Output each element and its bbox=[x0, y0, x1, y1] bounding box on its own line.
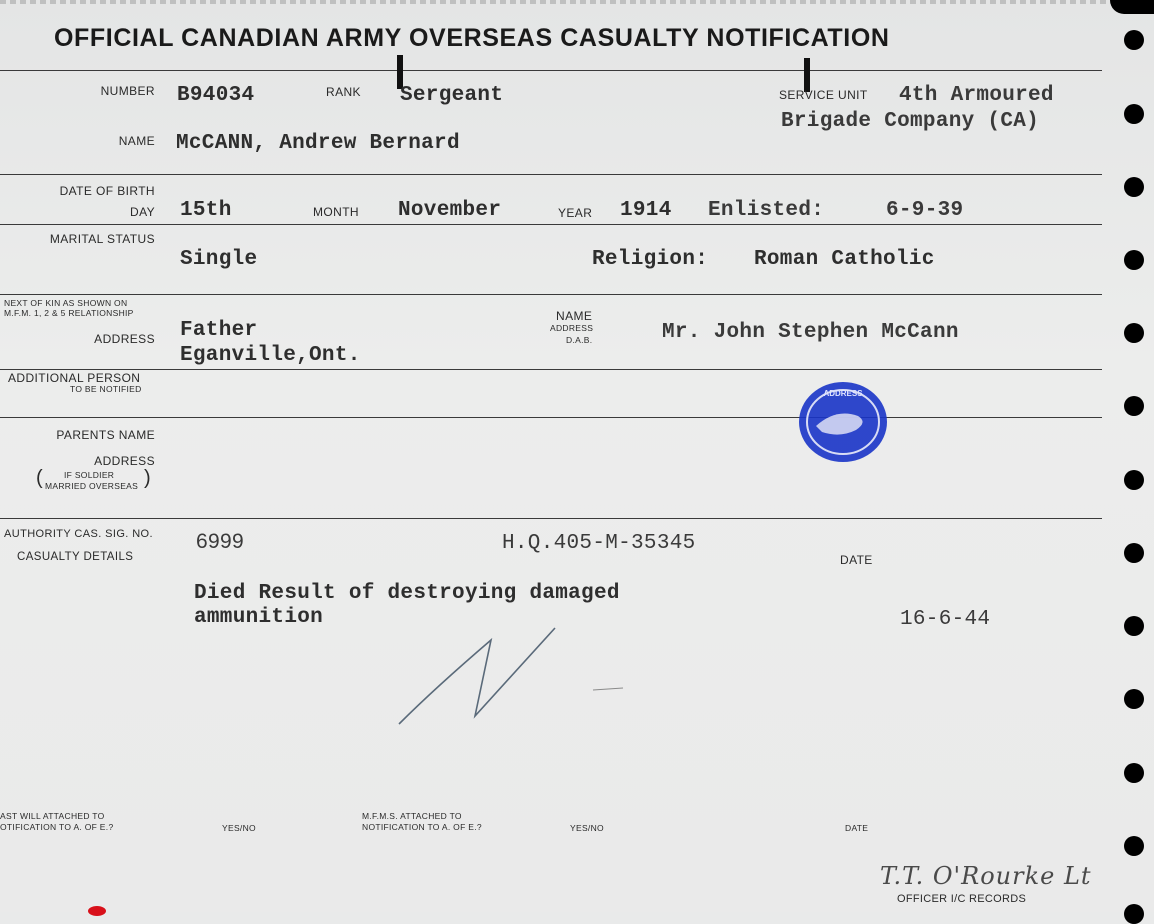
authority-value: 6999 bbox=[196, 530, 244, 553]
punch-hole bbox=[1124, 836, 1144, 856]
if-soldier-label-1: IF SOLDIER bbox=[64, 470, 115, 480]
punch-hole bbox=[1124, 616, 1144, 636]
nok-name-label: NAME bbox=[556, 309, 593, 323]
marital-label: MARITAL STATUS bbox=[49, 232, 155, 246]
red-mark bbox=[88, 906, 106, 916]
signature: T.T. O'Rourke Lt bbox=[880, 862, 1092, 890]
bottom-date-label: DATE bbox=[845, 823, 869, 833]
date-label: DATE bbox=[840, 553, 873, 567]
authority-label: AUTHORITY CAS. SIG. NO. bbox=[4, 528, 153, 540]
unit-line1: 4th Armoured bbox=[899, 84, 1054, 107]
file-ref-value: H.Q.405-M-35345 bbox=[502, 532, 696, 555]
additional-person-sub: TO BE NOTIFIED bbox=[70, 384, 142, 394]
address-stamp bbox=[796, 378, 892, 466]
name-value: McCANN, Andrew Bernard bbox=[176, 132, 460, 155]
casualty-date-value: 16-6-44 bbox=[900, 608, 991, 631]
yes-no-label-2: YES/NO bbox=[570, 823, 604, 833]
rule bbox=[0, 518, 1102, 519]
additional-person-label: ADDITIONAL PERSON bbox=[8, 371, 141, 385]
details-line2: ammunition bbox=[194, 606, 324, 629]
nok-address-label: ADDRESS bbox=[94, 332, 155, 346]
name-label: NAME bbox=[118, 134, 155, 148]
rank-label: RANK bbox=[326, 85, 361, 99]
number-label: NUMBER bbox=[100, 84, 155, 98]
dob-label: DATE OF BIRTH bbox=[59, 184, 155, 198]
yes-no-label: YES/NO bbox=[222, 823, 256, 833]
rule bbox=[0, 294, 1102, 295]
punch-hole bbox=[1124, 763, 1144, 783]
religion-label: Religion: bbox=[592, 248, 709, 271]
day-value: 15th bbox=[180, 199, 232, 222]
enlisted-label: Enlisted: bbox=[708, 199, 825, 222]
casualty-details-label: CASUALTY DETAILS bbox=[17, 551, 134, 563]
corner-mark bbox=[1110, 0, 1154, 14]
if-soldier-label-2: MARRIED OVERSEAS bbox=[45, 481, 139, 491]
punch-hole bbox=[1124, 689, 1144, 709]
pencil-check-mark bbox=[395, 622, 635, 732]
details-line1: Died Result of destroying damaged bbox=[194, 582, 620, 605]
rule bbox=[0, 70, 1102, 71]
punch-hole bbox=[1124, 904, 1144, 924]
enlisted-value: 6-9-39 bbox=[886, 199, 964, 222]
nok-address-value: Eganville,Ont. bbox=[180, 344, 361, 367]
day-label: DAY bbox=[130, 205, 155, 219]
rule bbox=[0, 224, 1102, 225]
ast-will-label-1: AST WILL ATTACHED TO bbox=[0, 811, 105, 821]
unit-line2: Brigade Company (CA) bbox=[781, 110, 1040, 133]
if-soldier-note: ( bbox=[36, 467, 43, 489]
parents-address-label: ADDRESS bbox=[94, 454, 155, 468]
mfms-label-1: M.F.M.S. ATTACHED TO bbox=[362, 811, 462, 821]
nok-name-value: Mr. John Stephen McCann bbox=[662, 321, 959, 344]
punch-hole bbox=[1124, 177, 1144, 197]
nok-label-2: M.F.M. 1, 2 & 5 RELATIONSHIP bbox=[4, 308, 134, 318]
rule bbox=[0, 369, 1102, 370]
punch-hole bbox=[1124, 30, 1144, 50]
rule bbox=[0, 174, 1102, 175]
nok-dab-label: D.A.B. bbox=[566, 335, 593, 345]
punch-hole bbox=[1124, 396, 1144, 416]
top-edge-strip bbox=[0, 0, 1120, 4]
rule bbox=[0, 417, 1102, 418]
religion-value: Roman Catholic bbox=[754, 248, 935, 271]
if-soldier-note-close: ) bbox=[144, 467, 151, 489]
form-title: OFFICIAL CANADIAN ARMY OVERSEAS CASUALTY NOTIFICATION bbox=[54, 24, 890, 52]
officer-label: OFFICER I/C RECORDS bbox=[897, 893, 1027, 905]
year-label: YEAR bbox=[558, 206, 593, 220]
mfms-label-2: NOTIFICATION TO A. OF E.? bbox=[362, 822, 482, 832]
tab-marker bbox=[804, 58, 810, 92]
marital-value: Single bbox=[180, 248, 258, 271]
month-value: November bbox=[398, 199, 502, 222]
nok-sub-address-label: ADDRESS bbox=[550, 323, 594, 333]
relationship-value: Father bbox=[180, 319, 258, 342]
month-label: MONTH bbox=[313, 205, 359, 219]
ast-will-label-2: OTIFICATION TO A. OF E.? bbox=[0, 822, 114, 832]
punch-hole bbox=[1124, 323, 1144, 343]
rank-value: Sergeant bbox=[400, 84, 504, 107]
punch-hole bbox=[1124, 543, 1144, 563]
number-value: B94034 bbox=[177, 84, 255, 107]
service-unit-label: SERVICE UNIT bbox=[779, 88, 868, 102]
punch-hole bbox=[1124, 104, 1144, 124]
year-value: 1914 bbox=[620, 199, 672, 222]
parents-name-label: PARENTS NAME bbox=[56, 428, 155, 442]
nok-label-1: NEXT OF KIN AS SHOWN ON bbox=[4, 298, 128, 308]
stamp-text: ADDRESS bbox=[823, 389, 863, 398]
punch-hole bbox=[1124, 250, 1144, 270]
punch-hole bbox=[1124, 470, 1144, 490]
